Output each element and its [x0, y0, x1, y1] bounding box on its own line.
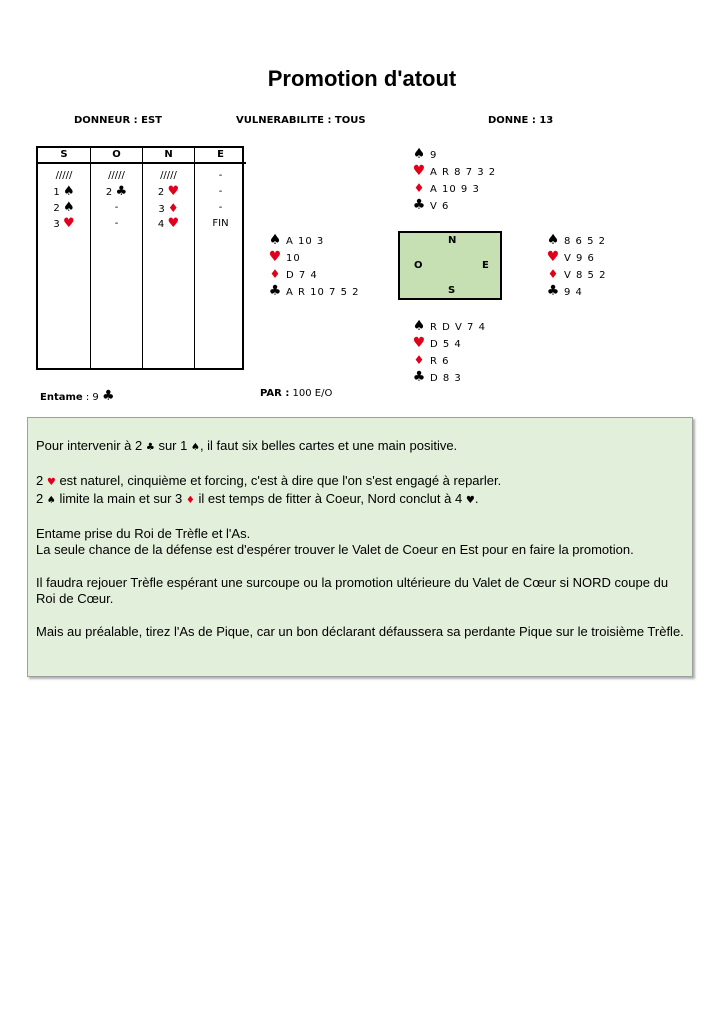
- spade-icon: ♠: [412, 146, 426, 162]
- par-info: [260, 388, 332, 399]
- club-icon: ♣: [101, 388, 115, 404]
- bid-cell: [195, 168, 246, 184]
- club-icon: ♣: [412, 369, 426, 385]
- diamond-icon: ♦: [167, 201, 179, 215]
- spade-icon: ♠: [46, 495, 56, 506]
- bid-text: /////: [55, 170, 73, 181]
- bid-cell: [38, 216, 90, 232]
- heart-icon: ♥: [465, 495, 475, 506]
- hand-east: [542, 232, 606, 300]
- diamond-icon: ♦: [413, 353, 425, 367]
- heart-icon: ♥: [167, 184, 180, 199]
- club-icon: ♣: [268, 283, 282, 299]
- deal-number-label: DONNE : 13: [488, 115, 554, 126]
- compass-east: E: [482, 260, 489, 271]
- bidding-column-east: [194, 148, 246, 368]
- bid-text: 3: [158, 204, 165, 215]
- bid-cell: [38, 168, 90, 184]
- lead-label: Entame: [40, 392, 83, 403]
- club-icon: ♣: [115, 184, 128, 199]
- heart-icon: ♥: [268, 249, 282, 265]
- commentary-paragraph: [36, 473, 684, 510]
- commentary-paragraph: [36, 526, 684, 559]
- bid-cell: [195, 216, 246, 232]
- bidding-header: E: [195, 148, 246, 164]
- commentary-text: , il faut six belles cartes et une main positive.: [199, 438, 458, 453]
- bidding-table: [36, 146, 244, 370]
- bid-cell: [91, 184, 142, 200]
- south-hearts: D 5 4: [430, 339, 462, 350]
- heart-icon: ♥: [546, 249, 560, 265]
- spade-icon: ♠: [62, 200, 75, 215]
- compass-north: N: [448, 235, 457, 246]
- bidding-header: S: [38, 148, 90, 164]
- commentary-text: .: [474, 491, 479, 506]
- spade-icon: ♠: [412, 318, 426, 334]
- commentary-text: est naturel, cinquième et forcing, c'est à dire que l'on s'est engagé à reparler.: [55, 472, 502, 488]
- bid-text: 2: [53, 203, 60, 214]
- par-value: 100 E/O: [292, 388, 333, 399]
- vulnerability-label: VULNERABILITE : TOUS: [236, 115, 366, 126]
- bid-text: -: [114, 218, 119, 229]
- page-title: Promotion d'atout: [267, 66, 457, 91]
- bid-text: 2: [157, 187, 165, 198]
- east-hearts: V 9 6: [564, 253, 595, 264]
- south-clubs: D 8 3: [430, 373, 462, 384]
- bid-text: -: [218, 170, 223, 181]
- commentary-text: La seule chance de la défense est d'espérer trouver le Valet de Coeur en Est pour en faire la promotion.: [36, 542, 634, 557]
- compass-table: [398, 231, 502, 300]
- commentary-paragraph: Il faudra rejouer Trèfle espérant une surcoupe ou la promotion ultérieure du Valet de Cœur si NORD coupe du Roi de Cœur.: [36, 574, 669, 606]
- bid-text: 1: [53, 187, 60, 198]
- lead-info: [40, 388, 115, 404]
- bid-cell: [38, 184, 90, 200]
- south-spades: R D V 7 4: [430, 322, 486, 333]
- diamond-icon: ♦: [269, 267, 281, 281]
- bidding-column-west: [90, 148, 142, 368]
- heart-icon: ♥: [62, 216, 75, 231]
- lead-value: : 9: [85, 392, 99, 403]
- bid-text: 4: [157, 219, 165, 230]
- east-spades: 8 6 5 2: [564, 236, 606, 247]
- par-label: PAR :: [260, 388, 290, 399]
- bidding-column-north: [142, 148, 194, 368]
- bid-text: FIN: [212, 218, 229, 229]
- bid-cell: [195, 184, 246, 200]
- bid-cell: [195, 200, 246, 216]
- spade-icon: ♠: [62, 184, 75, 199]
- bid-text: -: [218, 186, 223, 197]
- heart-icon: ♥: [167, 216, 180, 231]
- dealer-label: DONNEUR : EST: [74, 115, 163, 126]
- heart-icon: ♥: [46, 476, 56, 488]
- commentary-text: limite la main et sur 3: [55, 491, 183, 506]
- west-diamonds: D 7 4: [286, 270, 318, 281]
- diamond-icon: ♦: [547, 267, 559, 281]
- east-diamonds: V 8 5 2: [564, 270, 607, 281]
- diamond-icon: ♦: [185, 495, 195, 506]
- bid-text: /////: [108, 170, 125, 181]
- heart-icon: ♥: [412, 335, 426, 351]
- spade-icon: ♠: [268, 232, 282, 248]
- north-spades: 9: [430, 150, 438, 161]
- commentary-text: Pour intervenir à 2: [36, 438, 143, 453]
- hand-south: [408, 318, 486, 386]
- hand-west: [264, 232, 360, 300]
- heart-icon: ♥: [412, 163, 426, 179]
- commentary-text: Entame prise du Roi de Trèfle et l'As.: [36, 525, 251, 541]
- commentary-paragraph: Mais au préalable, tirez l'As de Pique, car un bon déclarant défaussera sa perdante Pique sur le troisième Trèfle.: [36, 623, 684, 639]
- bidding-column-south: [38, 148, 90, 368]
- bidding-header: N: [143, 148, 194, 164]
- bid-text: /////: [160, 170, 177, 181]
- spade-icon: ♠: [546, 232, 560, 248]
- bid-cell: [38, 200, 90, 216]
- commentary-text: 2: [36, 472, 44, 488]
- commentary-text: 2: [36, 491, 44, 506]
- north-diamonds: A 10 9 3: [430, 184, 480, 195]
- commentary-paragraph: [36, 438, 684, 457]
- bid-cell: [91, 168, 142, 184]
- bid-cell: [91, 200, 142, 216]
- commentary-box: [27, 417, 693, 677]
- club-icon: ♣: [412, 197, 426, 213]
- diamond-icon: ♦: [413, 181, 425, 195]
- bid-text: 3: [53, 219, 60, 230]
- compass-south: S: [448, 285, 456, 296]
- hand-north: [408, 146, 496, 214]
- bidding-header: O: [91, 148, 142, 164]
- commentary-text: il est temps de fitter à Coeur, Nord conclut à 4: [194, 491, 463, 506]
- spade-icon: ♠: [190, 442, 200, 453]
- compass-west: O: [414, 260, 423, 271]
- bid-cell: [143, 168, 194, 184]
- bid-text: -: [114, 202, 119, 213]
- east-clubs: 9 4: [564, 287, 583, 298]
- bid-text: 2: [105, 187, 113, 198]
- club-icon: ♣: [145, 442, 155, 453]
- commentary-text: sur 1: [154, 438, 188, 453]
- bid-text: -: [218, 202, 223, 213]
- west-clubs: A R 10 7 5 2: [286, 287, 360, 298]
- bid-cell: [91, 216, 142, 232]
- club-icon: ♣: [546, 283, 560, 299]
- south-diamonds: R 6: [430, 356, 450, 367]
- bid-cell: [143, 216, 194, 232]
- west-spades: A 10 3: [286, 236, 325, 247]
- north-hearts: A R 8 7 3 2: [430, 167, 497, 178]
- bid-cell: [143, 184, 194, 200]
- north-clubs: V 6: [430, 201, 450, 212]
- bid-cell: [143, 200, 194, 216]
- west-hearts: 10: [286, 253, 301, 264]
